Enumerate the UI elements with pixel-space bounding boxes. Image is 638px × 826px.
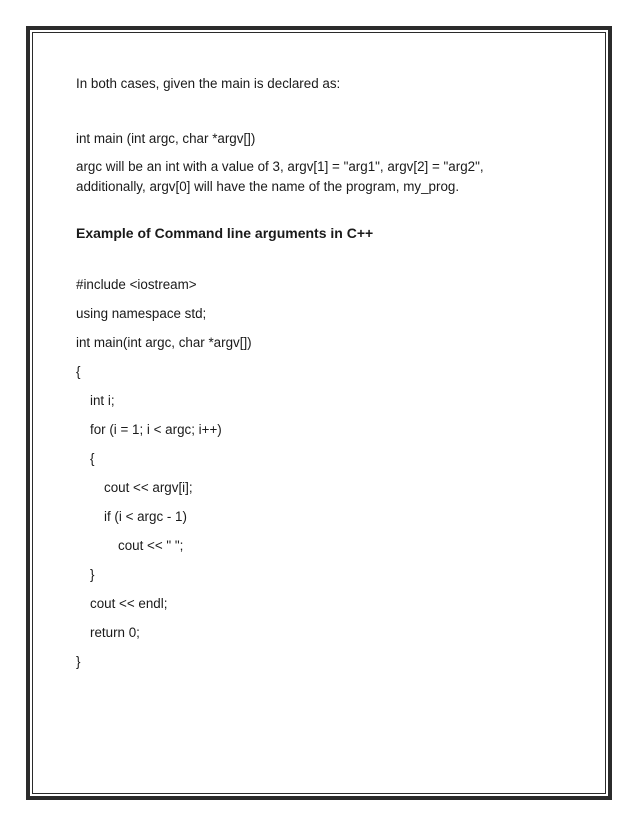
code-line: } xyxy=(76,654,81,669)
description-line: argc will be an int with a value of 3, argv[1] = "arg1", argv[2] = "arg2", xyxy=(76,159,484,174)
main-declaration: int main (int argc, char *argv[]) xyxy=(76,131,256,146)
code-line: return 0; xyxy=(90,625,140,640)
intro-paragraph: In both cases, given the main is declared as: xyxy=(76,76,341,91)
argc-description xyxy=(76,157,576,197)
code-line: cout << " "; xyxy=(118,538,184,553)
code-line: cout << endl; xyxy=(90,596,168,611)
code-line: if (i < argc - 1) xyxy=(104,509,187,524)
code-line: int main(int argc, char *argv[]) xyxy=(76,335,252,350)
code-block xyxy=(76,275,576,681)
code-line: { xyxy=(90,451,95,466)
description-line: additionally, argv[0] will have the name of the program, my_prog. xyxy=(76,179,460,194)
code-line: for (i = 1; i < argc; i++) xyxy=(90,422,222,437)
code-line: #include <iostream> xyxy=(76,277,197,292)
code-line: } xyxy=(90,567,95,582)
code-line: { xyxy=(76,364,81,379)
code-line: int i; xyxy=(90,393,115,408)
document-content xyxy=(76,74,576,681)
code-line: using namespace std; xyxy=(76,306,207,321)
section-heading: Example of Command line arguments in C++ xyxy=(76,225,374,241)
code-line: cout << argv[i]; xyxy=(104,480,193,495)
